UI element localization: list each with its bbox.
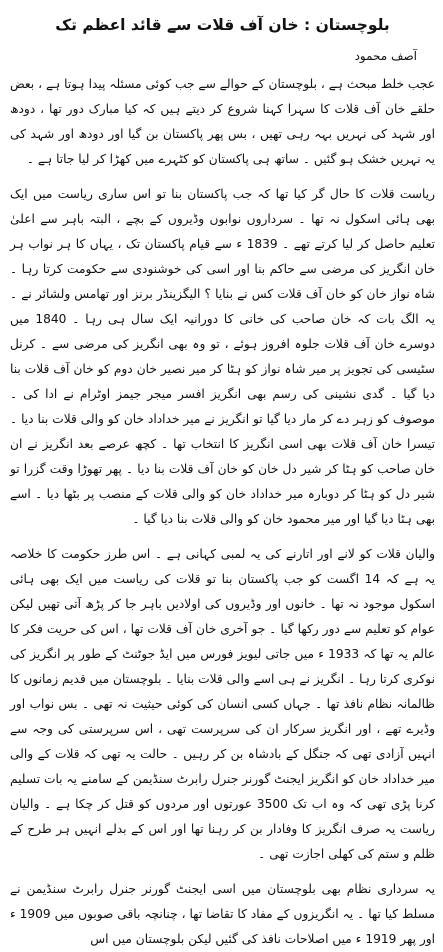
paragraph-3: والیان قلات کو لانے اور اتارنے کی یہ لمبی کہانی ہے ۔ اس طرز حکومت کا خلاصہ یہ ہے کہ 14 اگست کو جب پاکستان بنا تو قلات کی ریاست میں ایک بھی ہائی اسکول موجود نہ تھا ۔ خانوں اور وڈیروں کی اولادیں باہر جا کر پڑھ آتی تھیں لیکن عوام کو تعلیم سے دور رکھا گیا ۔ جو آخری خان آف قلات تھا ، اس کی حریت فکر کا عالم یہ تھا کہ 1933 ء میں جاتی لیویز فورس میں ایڈ جوٹنٹ کے طور پر انگریز کی نوکری کرتا رہا ۔ انگریز نے ہی اسے والی قلات بنایا ۔ بلوچستان میں قدیم زمانوں کا ظالمانہ نظام نافذ تھا ۔ جہاں کسی انسان کی کوئی حیثیت نہ تھی ۔ بس نواب اور وڈیرے تھے ، اور انگریز سرکار ان کی سرپرست تھی ، اس سرپرستی کی وجہ سے انہیں آزادی تھی کہ جنگل کے بادشاہ بن کر رہیں ۔ حالت یہ تھی کہ قلات کے والی میر خداداد خان کو انگریز ایجنٹ گورنر جنرل رابرٹ سنڈیمن کے سامنے یہ بات تسلیم کرنا پڑی تھی کہ وہ اب تک 3500 عورتوں اور مردوں کو قتل کر چکا ہے ۔ والیان ریاست یہ صرف انگریز کا وفادار بن کر رہنا تھا اور اس کے بدلے انہیں ہر طرح کے ظلم و ستم کی کھلی اجازت تھی ۔ (10, 547, 435, 861)
article-title: بلوچستان : خان آف قلات سے قائد اعظم تک (55, 16, 390, 34)
paragraph-2: ریاست قلات کا حال گر کیا تھا کہ جب پاکستان بنا تو اس ساری ریاست میں ایک بھی ہائی اسکول نہ تھا ۔ سرداروں نوابوں وڈیروں کے بچے ، البتہ باہر سے اعلیٰ تعلیم حاصل کر لیا کرتے تھے ۔ 1839 ء سے قیام پاکستان تک ، یہاں کا ہر نواب ہر خان انگریز کی مرضی سے حاکم بنا اور اسی کی خوشنودی سے حکومت کرتا رہا ۔ شاہ نواز خان کو خان آف قلات کس نے بنایا ؟ الیگزینڈر برنز اور تھامس ولشائر نے ۔ یہ الگ بات کہ خان صاحب کی خانی کا دورانیہ ایک سال ہی رہا ۔ 1840 میں دوسرے خان آف قلات جلوہ افروز ہوئے ، تو وہ بھی انگریز کی مرضی سے ۔ کرنل سٹیسی کی تجویز پر میر شاہ نواز کو ہٹا کر میر نصیر خان دوم کو خان آف قلات بنا دیا گیا ۔ گدی نشینی کی رسم بھی انگریز افسر میجر جیمز اوٹرام نے ادا کی ۔ موصوف کو زہر دے کر مار دیا گیا تو انگریز نے میر خداداد خان کو والی قلات بنا دیا ۔ تیسرا خان آف قلات بھی اسی انگریز کا انتخاب تھا ۔ کچھ عرصے بعد انگریز نے ان خان صاحب کو ہٹا کر شیر دل خان کو خان آف قلات بنا دیا ۔ پھر تھوڑا وقت گزرا تو شیر دل کو ہٹا کر دوبارہ میر خداداد خان کو والی قلات کے منصب پر بٹھا دیا ۔ اسے بھی ہٹا دیا گیا اور میر محمود خان کو والی قلات بنا دیا گیا ۔ (10, 187, 435, 526)
article (10, 0, 435, 946)
paragraph-1: عجب خلط مبحث ہے ، بلوچستان کے حوالے سے جب کوئی مسئلہ پیدا ہوتا ہے ، بعض حلقے خان آف قلات کا سہرا کہنا شروع کر دیتے ہیں کہ کیا مبارک دور تھا ، دودھ اور شہد کی نہریں بہہ رہی تھیں ، بس پھر پاکستان بن گیا اور دودھ اور شہد کی یہ نہریں خشک ہو گئیں ۔ ساتھ ہی پاکستان کو کٹہرے میں کھڑا کر لیا جاتا ہے ۔ (10, 77, 435, 166)
author-name: آصف محمود (354, 49, 417, 63)
paragraph-4: یہ سرداری نظام بھی بلوچستان میں اسی ایجنٹ گورنر جنرل رابرٹ سنڈیمن نے مسلط کیا تھا ۔ یہ انگریزوں کے مفاد کا تقاضا تھا ، چنانچہ باقی صوبوں میں 1909 ء اور پھر 1919 ء میں اصلاحات نافذ کی گئیں لیکن بلوچستان میں اس (10, 882, 435, 946)
